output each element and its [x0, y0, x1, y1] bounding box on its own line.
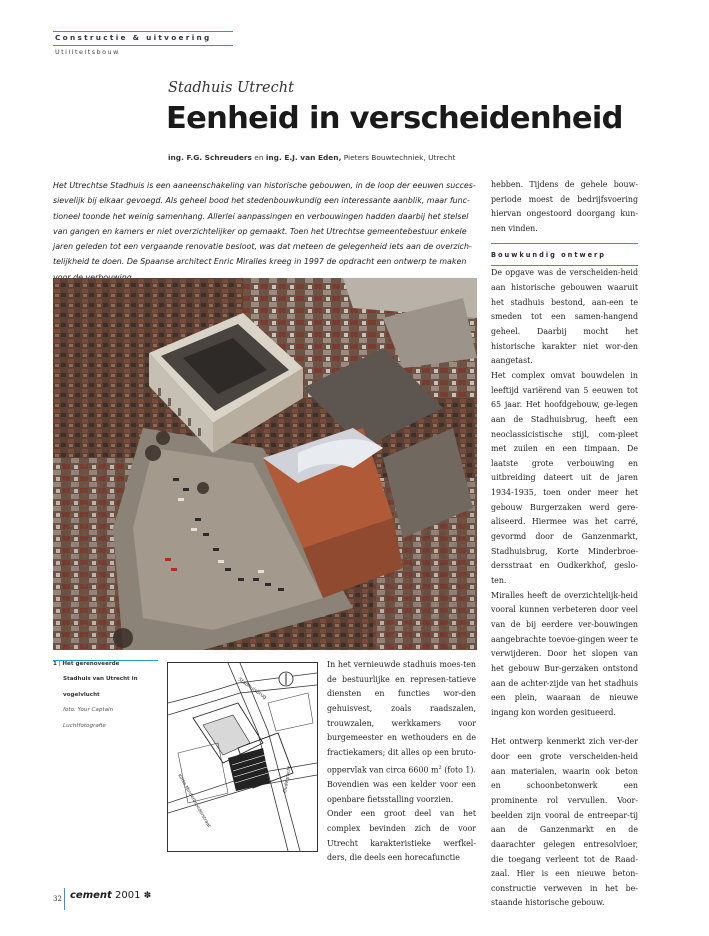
middle-p1-text: In het vernieuwde stadhuis moes-ten de bestuurlijke en represen-tatieve diensten en functies wor-den gehuisvest, zoals raadszalen, trouwzalen, werkkamers voor burgemeester en wethouders en de fractiekamers; dit alles op een bruto-oppervlak van circa 6600 m	[327, 660, 476, 775]
rubric-top-rule	[53, 31, 233, 32]
article-intro: Het Utrechtse Stadhuis is een aaneenschakeling van historische gebouwen, in de loop der eeuwen succes-sievelijk bij elkaar gevoegd. Als geheel bood het stedenbouwkundig een interessante aanblik, maar func-tioneel toonde het weinig samenhang. Allerlei aanpassingen en verbouwingen hadden daarbij het stelsel van gangen en kamers er niet overzichtelijker op gemaakt. Toen het Utrechtse gemeentebestuur enkele jaren geleden tot een vergaande renovatie besloot, was dat meteen de gelegenheid iets aan de overzich-telijkheid te doen. De Spaanse architect Enric Miralles kreeg in 1997 de opdracht een ontwerp te maken	[53, 181, 476, 267]
rubric-middle-rule	[53, 45, 233, 46]
caption-separator: |	[56, 661, 63, 667]
figure-number: 1	[53, 661, 57, 667]
map-label-stadhuisbrug: Stadhuisbrug	[236, 676, 268, 701]
aerial-photo-drawing	[53, 278, 477, 650]
right-column	[491, 178, 638, 911]
right-paragraph-0: hebben. Tijdens de gehele bouw-periode moest de bedrijfsvoering hiervan ongestoord doorgang kun-nen vinden.	[491, 180, 638, 233]
section-head-rule	[491, 243, 638, 244]
caption-credit-2: Luchtfotografie	[63, 722, 106, 729]
magazine-name	[70, 890, 151, 901]
right-paragraph-1: De opgave was de verscheiden-heid aan historische gebouwen waaruit het stadhuis bestond, aan-een te smeden tot een samen-hangend geheel. Daarbij mocht het historische karakter niet wor-den aangetast.	[491, 268, 638, 366]
paragraph-gap	[491, 721, 638, 736]
footer-rule	[64, 888, 65, 910]
caption-title-3: vogelvlucht	[63, 691, 100, 698]
middle-p1-continued: (foto 1). Bovendien was een kelder voor een openbare fietsstalling voorzien.	[327, 765, 476, 804]
author-1: ing. F.G. Schreuders	[168, 153, 252, 162]
right-paragraph-2: Het complex omvat bouwdelen in leeftijd variërend van 5 eeuwen tot 65 jaar. Het hoofdgebouw, ge-legen aan de Stadhuisbrug, heeft een neoclassicistische stijl, com-pleet met zuilen en een timpaan. De laatste grote verbouwing en uitbreiding dateert uit de jaren 1934-1935, toen onder meer het gebouw Burgerzaken werd gere-aliseerd. Hiermee was het carré, gevormd door de Ganzenmarkt, Stadhuisbrug, Korte Minderbroe-dersstraat en Oudkerkhof, geslo-ten.	[491, 370, 638, 586]
middle-paragraph-1	[327, 658, 476, 807]
figure-caption	[53, 657, 138, 734]
middle-column	[327, 658, 476, 866]
author-affiliation: Pieters Bouwtechniek, Utrecht	[341, 153, 456, 162]
map-label-oudegracht: Oudegracht	[283, 765, 293, 794]
subsection-rubric: Utiliteitsbouw	[55, 48, 120, 56]
area-unit-superscript: 2	[438, 764, 442, 771]
right-paragraph-4: Het ontwerp kenmerkt zich ver-der door een grote verscheiden-heid aan materialen, waarin ook beton en schoonbetonwerk een prominente rol vervullen. Voor-beelden zijn vooral de entreepar-tij aan de Ganzenmarkt en de daarachter gelegen entresolvloer, die toegang verleent tot de Raad-zaal. Hier is een nieuwe beton-constructie verweven in het be-staande historische gebouw.	[491, 737, 638, 908]
caption-line-1	[53, 657, 138, 672]
site-map	[167, 662, 318, 852]
site-map-drawing	[168, 663, 317, 851]
magazine-title: cement	[70, 890, 112, 901]
caption-title-2: Stadhuis van Utrecht in	[63, 676, 138, 683]
caption-title-1: Het gerenoveerde	[62, 661, 120, 667]
magazine-logo-icon: ✽	[143, 891, 152, 901]
article-title: Eenheid in verscheidenheid	[166, 101, 623, 136]
author-join: en	[251, 153, 266, 162]
map-label-korte-minderbroederstraat: Korte Minderbroederstraat	[176, 773, 212, 829]
section-rubric: Constructie & uitvoering	[55, 33, 212, 42]
middle-paragraph-2: Onder een groot deel van het complex bevinden zich de voor Utrecht karakteristieke werfkel-ders, die deels een horecafunctie	[327, 809, 476, 863]
caption-credit-1: foto: Your Captain	[63, 707, 114, 714]
aerial-photo	[53, 278, 477, 650]
section-heading-bouwkundig-ontwerp: Bouwkundig ontwerp	[491, 250, 607, 259]
magazine-year: 2001	[111, 890, 141, 901]
article-authors	[168, 153, 455, 162]
right-paragraph-3: Miralles heeft de overzichtelijk-heid vooral kunnen verbeteren door veel van de bij eerdere ver-bouwingen aangebrachte toevoe-gingen weer te verwijderen. Door het slopen van het gebouw Bur-gerzaken ontstond aan de achter-zijde van het stadhuis een plein, waaraan de nieuwe ingang kon worden gesitueerd.	[491, 590, 638, 717]
author-2: ing. E.J. van Eden,	[265, 153, 342, 162]
page-number: 32	[53, 895, 62, 903]
article-kicker: Stadhuis Utrecht	[168, 80, 294, 96]
